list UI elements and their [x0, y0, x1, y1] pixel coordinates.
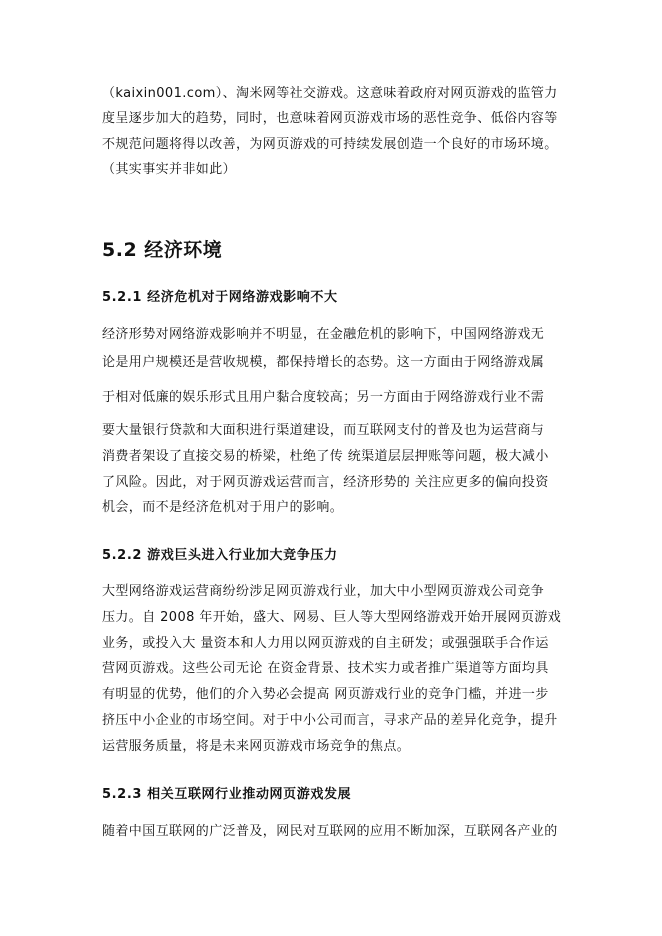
sub2-line-7: 运营服务质量，将是未来网页游戏市场竞争的焦点。 [102, 739, 411, 754]
subsection-heading-3: 5.2.3 相关互联网行业推动网页游戏发展 [102, 787, 352, 802]
subsection-heading-1: 5.2.1 经济危机对于网络游戏影响不大 [102, 290, 338, 305]
sub3-line-1: 随着中国互联网的广泛普及，网民对互联网的应用不断加深，互联网各产业的 [102, 824, 558, 839]
intro-line-1: （kaixin001.com）、淘米网等社交游戏。这意味着政府对网页游戏的监管力 [102, 86, 558, 101]
intro-line-2: 度呈逐步加大的趋势，同时，也意味着网页游戏市场的恶性竞争、低俗内容等 [102, 111, 558, 126]
sub2-line-6: 挤压中小企业的市场空间。对于中小公司而言，寻求产品的差异化竞争，提升 [102, 713, 558, 728]
sub1-line-6: 了风险。因此，对于网页游戏运营而言，经济形势的 关注应更多的偏向投资 [102, 475, 549, 490]
sub1-line-3: 于相对低廉的娱乐形式且用户黏合度较高；另一方面由于网络游戏行业不需 [102, 390, 545, 405]
sub2-line-2: 压力。自 2008 年开始，盛大、网易、巨人等大型网络游戏开始开展网页游戏 [102, 610, 562, 625]
intro-line-3: 不规范问题将得以改善，为网页游戏的可持续发展创造一个良好的市场环境。 [102, 137, 558, 152]
subsection-heading-2: 5.2.2 游戏巨头进入行业加大竞争压力 [102, 548, 338, 563]
sub2-line-1: 大型网络游戏运营商纷纷涉足网页游戏行业，加大中小型网页游戏公司竞争 [102, 584, 545, 599]
section-heading: 5.2 经济环境 [102, 239, 223, 261]
sub1-line-5: 消费者架设了直接交易的桥梁，杜绝了传 统渠道层层押账等问题，极大减小 [102, 449, 549, 464]
intro-line-4: （其实事实并非如此） [102, 162, 237, 177]
sub1-line-4: 要大量银行贷款和大面积进行渠道建设，而互联网支付的普及也为运营商与 [102, 423, 545, 438]
sub1-line-2: 论是用户规模还是营收规模，都保持增长的态势。这一方面由于网络游戏属 [102, 355, 545, 370]
sub1-line-1: 经济形势对网络游戏影响并不明显，在金融危机的影响下，中国网络游戏无 [102, 327, 545, 342]
sub2-line-5: 有明显的优势，他们的介入势必会提高 网页游戏行业的竞争门槛，并进一步 [102, 687, 549, 702]
sub2-line-3: 业务，或投入大 量资本和人力用以网页游戏的自主研发；或强强联手合作运 [102, 636, 549, 651]
sub2-line-4: 营网页游戏。这些公司无论 在资金背景、技术实力或者推广渠道等方面均具 [102, 661, 549, 676]
sub1-line-7: 机会，而不是经济危机对于用户的影响。 [102, 500, 344, 515]
